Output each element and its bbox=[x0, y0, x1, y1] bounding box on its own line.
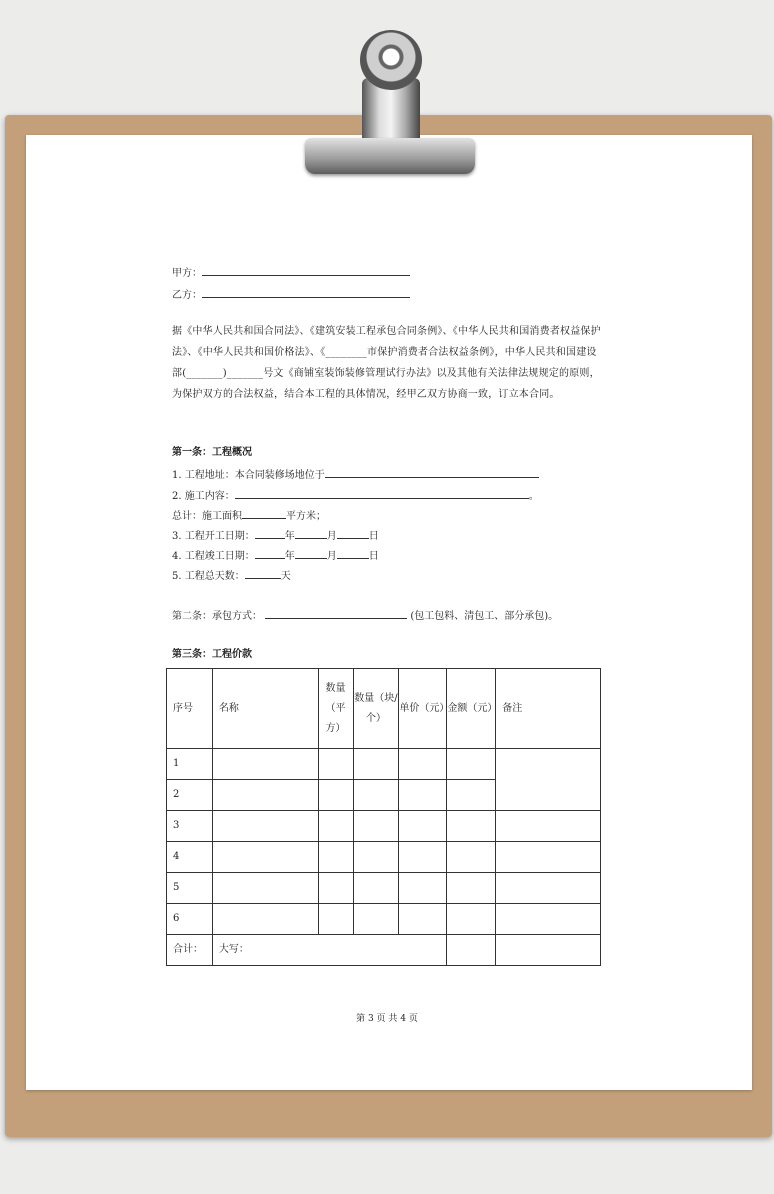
cell[interactable] bbox=[353, 904, 399, 935]
finish-month-unit: 月 bbox=[326, 551, 337, 562]
page-number: 第 3 页 共 4 页 bbox=[356, 1014, 418, 1024]
finish-year-blank[interactable] bbox=[255, 547, 285, 559]
header-cell: 备注 bbox=[496, 669, 601, 749]
party-b-line bbox=[172, 286, 410, 303]
cell[interactable] bbox=[353, 873, 399, 904]
party-a-blank[interactable] bbox=[202, 264, 410, 276]
cell[interactable] bbox=[212, 749, 318, 780]
start-year-unit: 年 bbox=[284, 531, 295, 542]
table-row bbox=[167, 811, 601, 842]
cell[interactable] bbox=[318, 873, 353, 904]
start-day-blank[interactable] bbox=[337, 527, 369, 539]
header-cell: 金额（元） bbox=[447, 669, 496, 749]
article2-line bbox=[172, 607, 558, 624]
cell[interactable] bbox=[399, 873, 447, 904]
party-a-label: 甲方： bbox=[172, 268, 202, 279]
total-remark-cell[interactable] bbox=[496, 935, 601, 966]
cell[interactable] bbox=[318, 842, 353, 873]
cell[interactable] bbox=[399, 811, 447, 842]
finish-year-unit: 年 bbox=[284, 551, 295, 562]
start-day-unit: 日 bbox=[368, 531, 379, 542]
cell[interactable] bbox=[399, 780, 447, 811]
cell[interactable] bbox=[212, 780, 318, 811]
start-date-label: 3. 工程开工日期： bbox=[172, 531, 255, 542]
total-label: 合计： bbox=[167, 935, 213, 966]
remark-cell[interactable] bbox=[496, 842, 601, 873]
address-line bbox=[172, 466, 539, 483]
total-days-line bbox=[172, 567, 291, 584]
intro-paragraph: 据《中华人民共和国合同法》、《建筑安装工程承包合同条例》、《中华人民共和国消费者权益保护法》、《中华人民共和国价格法》、《________市保护消费者合法权益条例》，中华人民共和国建设部(_______)_______号文《商铺室装饰装修管理试行办法》以及其他有关法律法规规定的原则，为保护双方的合法权益，结合本工程的具体情况，经甲乙双方协商一致，订立本合同。 bbox=[172, 326, 601, 400]
address-label: 1. 工程地址：本合同装修场地位于 bbox=[172, 470, 325, 481]
remark-cell[interactable] bbox=[496, 904, 601, 935]
cell[interactable] bbox=[212, 842, 318, 873]
cell[interactable] bbox=[399, 904, 447, 935]
header-cell: 序号 bbox=[167, 669, 213, 749]
finish-day-blank[interactable] bbox=[337, 547, 369, 559]
table-row bbox=[167, 904, 601, 935]
article1-title: 第一条：工程概况 bbox=[172, 447, 252, 458]
cell[interactable] bbox=[447, 780, 496, 811]
total-amount-cell[interactable] bbox=[447, 935, 496, 966]
remark-cell[interactable] bbox=[496, 873, 601, 904]
finish-date-label: 4. 工程竣工日期： bbox=[172, 551, 255, 562]
cell[interactable] bbox=[353, 811, 399, 842]
cell[interactable] bbox=[447, 842, 496, 873]
cell[interactable] bbox=[399, 842, 447, 873]
table-total-row bbox=[167, 935, 601, 966]
cell[interactable] bbox=[318, 749, 353, 780]
start-year-blank[interactable] bbox=[255, 527, 285, 539]
cell[interactable] bbox=[318, 904, 353, 935]
area-label: 总计：施工面积 bbox=[172, 511, 242, 522]
cell[interactable] bbox=[353, 749, 399, 780]
cell[interactable] bbox=[447, 904, 496, 935]
content-line bbox=[172, 487, 539, 504]
area-line bbox=[172, 507, 326, 524]
cell[interactable] bbox=[447, 749, 496, 780]
header-cell: 名称 bbox=[212, 669, 318, 749]
cell[interactable] bbox=[318, 811, 353, 842]
content-label: 2. 施工内容： bbox=[172, 491, 235, 502]
finish-date-line bbox=[172, 547, 379, 564]
table-row bbox=[167, 842, 601, 873]
total-words[interactable]: 大写： bbox=[212, 935, 446, 966]
row-number: 2 bbox=[167, 780, 213, 811]
cell[interactable] bbox=[399, 749, 447, 780]
row-number: 4 bbox=[167, 842, 213, 873]
cell[interactable] bbox=[212, 904, 318, 935]
content-blank[interactable] bbox=[235, 487, 529, 499]
row-number: 1 bbox=[167, 749, 213, 780]
table-header-row bbox=[167, 669, 601, 749]
party-a-line bbox=[172, 264, 410, 281]
article2-title: 第二条：承包方式： bbox=[172, 611, 262, 622]
party-b-blank[interactable] bbox=[202, 286, 410, 298]
cell[interactable] bbox=[212, 811, 318, 842]
row-number: 5 bbox=[167, 873, 213, 904]
row-number: 6 bbox=[167, 904, 213, 935]
start-month-blank[interactable] bbox=[295, 527, 327, 539]
total-days-unit: 天 bbox=[280, 571, 291, 582]
cell[interactable] bbox=[353, 842, 399, 873]
cell[interactable] bbox=[318, 780, 353, 811]
area-blank[interactable] bbox=[242, 507, 286, 519]
start-month-unit: 月 bbox=[326, 531, 337, 542]
party-b-label: 乙方： bbox=[172, 290, 202, 301]
header-cell: 单价（元） bbox=[399, 669, 447, 749]
row-number: 3 bbox=[167, 811, 213, 842]
cell[interactable] bbox=[212, 873, 318, 904]
cell[interactable] bbox=[353, 780, 399, 811]
area-unit: 平方米； bbox=[286, 511, 326, 522]
content-end: 。 bbox=[528, 491, 539, 502]
header-cell: 数量（块/个） bbox=[353, 669, 399, 749]
total-days-blank[interactable] bbox=[245, 567, 281, 579]
contract-type-blank[interactable] bbox=[265, 607, 407, 619]
start-date-line bbox=[172, 527, 379, 544]
remark-cell[interactable] bbox=[496, 811, 601, 842]
table-row bbox=[167, 749, 601, 780]
price-table bbox=[166, 668, 601, 966]
finish-day-unit: 日 bbox=[368, 551, 379, 562]
finish-month-blank[interactable] bbox=[295, 547, 327, 559]
total-days-label: 5. 工程总天数： bbox=[172, 571, 245, 582]
cell[interactable] bbox=[447, 873, 496, 904]
header-cell: 数量（平方） bbox=[318, 669, 353, 749]
address-blank[interactable] bbox=[325, 466, 539, 478]
article3-title: 第三条：工程价款 bbox=[172, 649, 252, 660]
table-row bbox=[167, 873, 601, 904]
article2-options: (包工包料、清包工、部分承包)。 bbox=[410, 611, 559, 622]
remark-cell[interactable] bbox=[496, 749, 601, 811]
cell[interactable] bbox=[447, 811, 496, 842]
